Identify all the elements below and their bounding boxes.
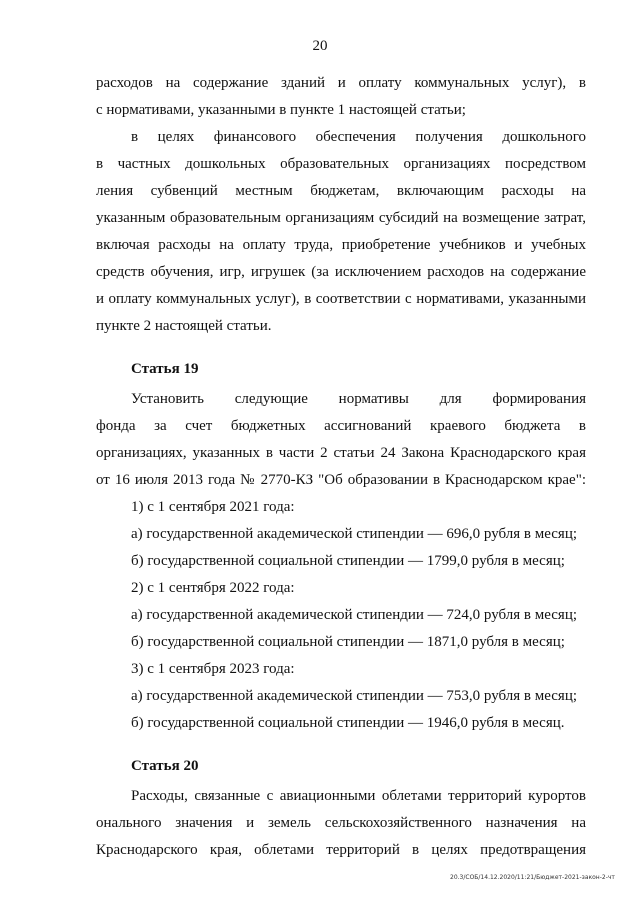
page-number: 20 (312, 38, 328, 54)
text-line: пункте 2 настоящей статьи. (96, 318, 272, 334)
text-line: и оплату коммунальных услуг), в соответствии с нормативами, указанными (96, 291, 586, 307)
text-line: 1) с 1 сентября 2021 года: (131, 499, 295, 515)
text-line: Установить следующие нормативы для формирования (131, 391, 586, 407)
text-line: онального значения и земель сельскохозяйственного назначения на (96, 815, 586, 831)
text-line: включая расходы на оплату труда, приобретение учебников и учебных (96, 237, 586, 253)
article-20-heading: Статья 20 (131, 758, 199, 774)
article-19-heading: Статья 19 (131, 361, 199, 377)
text-line: а) государственной академической стипендии — 696,0 рубля в месяц; (131, 526, 578, 542)
text-line: указанным образовательным организациям субсидий на возмещение затрат, (96, 210, 586, 226)
text-line: б) государственной социальной стипендии — 1946,0 рубля в месяц. (131, 715, 565, 731)
text-line: средств обучения, игр, игрушек (за исключением расходов на содержание (96, 264, 586, 280)
text-line: а) государственной академической стипендии — 753,0 рубля в месяц; (131, 688, 578, 704)
text-line: расходов на содержание зданий и оплату коммунальных услуг), в (96, 75, 586, 91)
text-line: 2) с 1 сентября 2022 года: (131, 580, 295, 596)
text-line: Краснодарского края, облетами территорий в целях предотвращения (96, 842, 586, 858)
text-line: 3) с 1 сентября 2023 года: (131, 661, 295, 677)
text-line: б) государственной социальной стипендии — 1799,0 рубля в месяц; (131, 553, 565, 569)
text-line: в частных дошкольных образовательных организациях посредством (96, 156, 586, 172)
text-line: от 16 июля 2013 года № 2770-КЗ "Об образовании в Краснодарском крае": (96, 472, 586, 488)
text-line: ления субвенций местным бюджетам, включающим расходы на (96, 183, 586, 199)
text-line: фонда за счет бюджетных ассигнований краевого бюджета в (96, 418, 586, 434)
text-line: Расходы, связанные с авиационными облетами территорий курортов (131, 788, 586, 804)
text-line: организациях, указанных в части 2 статьи 24 Закона Краснодарского края (96, 445, 586, 461)
document-footer-code: 20.3/СОБ/14.12.2020/11:21/Бюджет-2021-закон-2-чт (450, 874, 615, 881)
text-line: а) государственной академической стипендии — 724,0 рубля в месяц; (131, 607, 578, 623)
text-line: с нормативами, указанными в пункте 1 настоящей статьи; (96, 102, 466, 118)
text-line: в целях финансового обеспечения получения дошкольного (131, 129, 586, 145)
text-line: б) государственной социальной стипендии — 1871,0 рубля в месяц; (131, 634, 565, 650)
